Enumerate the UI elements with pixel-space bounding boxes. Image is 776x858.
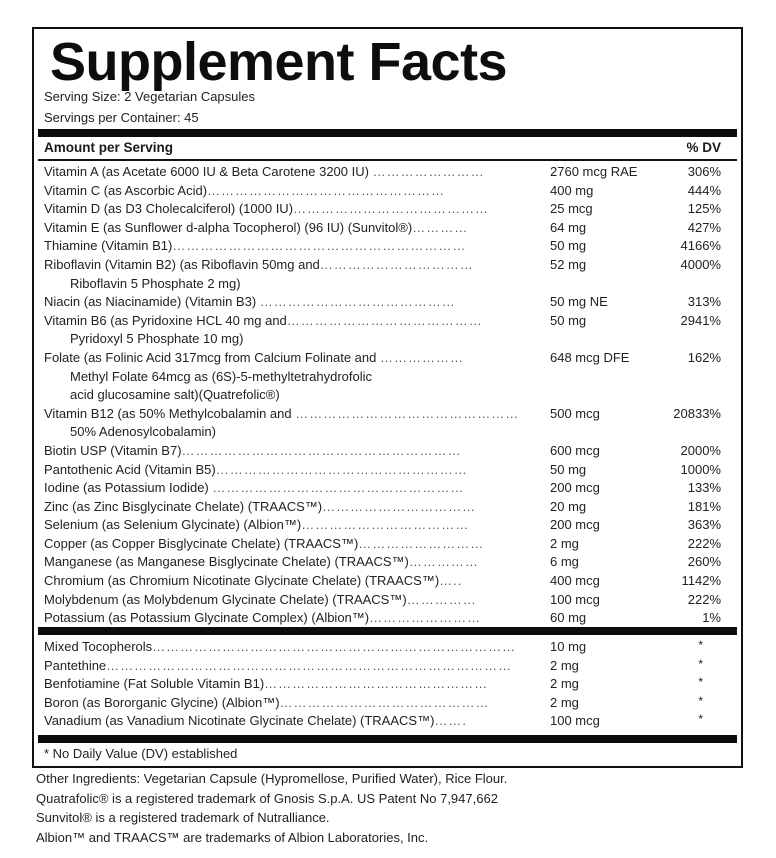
dot-leader: ……………………………… <box>301 517 470 533</box>
nutrient-dv: * <box>698 675 703 690</box>
nutrient-name-text: Chromium (as Chromium Nicotinate Glycinate Chelate) (TRAACS™) <box>44 573 440 589</box>
nutrient-row <box>44 694 731 713</box>
nutrient-amount: 2 mg <box>550 535 579 551</box>
dot-leader: ……………………… <box>358 535 485 551</box>
nutrient-name <box>44 694 731 713</box>
divider-thick-middle <box>38 627 737 635</box>
nutrient-amount: 2760 mcg RAE <box>550 164 638 179</box>
nutrient-name-text: Molybdenum (as Molybdenum Glycinate Chelate) (TRAACS™) <box>44 591 407 607</box>
nutrient-amount: 500 mcg <box>550 405 600 421</box>
nutrient-name-text: Manganese (as Manganese Bisglycinate Chelate) (TRAACS™) <box>44 554 409 570</box>
nutrient-name <box>44 712 731 731</box>
nutrient-name-continuation: Methyl Folate 64mcg as (6S)-5-methyltetrahydrofolic <box>70 368 373 384</box>
nutrient-dv: 306% <box>687 164 721 179</box>
nutrient-name <box>44 657 731 676</box>
nutrient-name-text: Vanadium (as Vanadium Nicotinate Glycinate Chelate) (TRAACS™) <box>44 713 435 729</box>
nutrient-amount: 2 mg <box>550 657 579 673</box>
nutrient-amount: 64 mg <box>550 219 587 235</box>
dot-leader: ……………… <box>379 349 464 365</box>
nutrient-name-text: Folate (as Folinic Acid 317mcg from Calcium Folinate and <box>44 349 380 365</box>
nutrient-name-text: Vitamin B12 (as 50% Methylcobalamin and <box>44 405 296 421</box>
nutrient-row <box>44 293 731 312</box>
table-header <box>44 140 731 158</box>
dot-leader: ….. <box>439 573 463 589</box>
dot-leader: …………………………………………………… <box>181 442 462 458</box>
dot-leader: …………………………… <box>319 256 474 272</box>
nutrient-name-text: Pantethine <box>44 657 107 673</box>
nutrient-name <box>44 293 731 312</box>
nutrient-amount: 50 mg <box>550 312 587 328</box>
nutrient-name-continuation: 50% Adenosylcobalamin) <box>70 424 216 440</box>
nutrient-name <box>44 516 731 535</box>
nutrient-row <box>44 200 731 219</box>
nutrient-row <box>44 591 731 610</box>
nutrient-amount: 25 mcg <box>550 201 593 217</box>
header-amount-per-serving: Amount per Serving <box>44 140 174 155</box>
nutrient-row <box>44 657 731 676</box>
nutrient-row <box>44 237 731 256</box>
nutrient-amount: 648 mcg DFE <box>550 349 630 365</box>
nutrient-dv: * <box>698 712 703 727</box>
nutrient-dv: 222% <box>687 591 721 607</box>
dv-footnote: * No Daily Value (DV) established <box>44 746 238 761</box>
nutrient-name <box>44 237 731 256</box>
nutrient-row <box>44 312 731 349</box>
serving-size: Serving Size: 2 Vegetarian Capsules <box>44 89 256 104</box>
dot-leader: …………… <box>406 591 477 607</box>
nutrient-amount: 400 mcg <box>550 573 600 589</box>
nutrient-dv: 1000% <box>680 461 721 477</box>
dot-leader: …………………………………………… <box>207 182 446 198</box>
nutrient-name <box>44 535 731 554</box>
nutrient-amount: 50 mg <box>550 461 587 477</box>
nutrient-name-text: Benfotiamine (Fat Soluble Vitamin B1) <box>44 676 265 692</box>
nutrient-name-continuation: acid glucosamine salt)(Quatrefolic®) <box>70 387 280 403</box>
nutrient-name <box>44 591 731 610</box>
nutrient-dv: 4166% <box>680 238 721 254</box>
nutrient-row <box>44 479 731 498</box>
nutrient-row <box>44 461 731 480</box>
nutrient-amount: 50 mg <box>550 238 587 254</box>
nutrient-name-text: Selenium (as Selenium Glycinate) (Albion™) <box>44 517 302 533</box>
nutrient-name <box>44 675 731 694</box>
nutrient-name <box>44 461 731 480</box>
nutrient-amount: 20 mg <box>550 498 587 514</box>
nutrient-dv: 181% <box>687 498 721 514</box>
divider-thick-bottom <box>38 735 737 743</box>
nutrient-dv: * <box>698 656 703 671</box>
nutrient-amount: 52 mg <box>550 256 587 272</box>
nutrient-row <box>44 182 731 201</box>
dot-leader: ……………………………………………… <box>215 461 468 477</box>
dot-leader: ………………………………………… <box>295 405 520 421</box>
nutrient-name <box>44 405 731 424</box>
nutrient-amount: 400 mg <box>550 182 594 198</box>
nutrient-amount: 100 mcg <box>550 713 600 729</box>
nutrient-name-text: Pantothenic Acid (Vitamin B5) <box>44 461 216 477</box>
nutrient-name-text: Niacin (as Niacinamide) (Vitamin B3) <box>44 294 260 310</box>
nutrient-name <box>44 498 731 517</box>
nutrient-row <box>44 349 731 405</box>
servings-per-container: Servings per Container: 45 <box>44 110 199 125</box>
nutrient-dv: 444% <box>687 182 721 198</box>
nutrient-dv: 260% <box>687 554 721 570</box>
nutrient-row <box>44 405 731 442</box>
nutrient-row <box>44 712 731 731</box>
nutrient-amount: 600 mcg <box>550 442 600 458</box>
nutrient-amount: 200 mcg <box>550 517 600 533</box>
nutrient-amount: 60 mg <box>550 610 587 626</box>
nutrient-name <box>44 219 731 238</box>
dot-leader: …………………………………… <box>286 312 483 328</box>
quatrefolic-trademark-line: Quatrafolic® is a registered trademark of Gnosis S.p.A. US Patent No 7,947,662 <box>36 790 498 806</box>
nutrient-list <box>44 163 731 628</box>
nutrient-name-text: Biotin USP (Vitamin B7) <box>44 442 182 458</box>
dot-leader: ………………………………………… <box>264 676 489 692</box>
dot-leader: …………………………………………………………………………… <box>106 657 513 673</box>
nutrient-row <box>44 256 731 293</box>
dot-leader: ……………………………………… <box>279 694 490 710</box>
nutrient-row <box>44 163 731 182</box>
sunvitol-trademark-line: Sunvitol® is a registered trademark of Nutralliance. <box>36 810 330 825</box>
nutrient-amount: 2 mg <box>550 676 579 692</box>
dot-leader: …………………………………………………………………… <box>152 639 517 654</box>
nutrient-row <box>44 516 731 535</box>
nutrient-dv: 2000% <box>680 442 721 458</box>
nutrient-dv: 1% <box>702 610 721 626</box>
nutrient-amount: 50 mg NE <box>550 294 608 310</box>
nutrient-dv: 125% <box>687 201 721 217</box>
nutrient-row <box>44 572 731 591</box>
nutrient-amount: 100 mcg <box>550 591 600 607</box>
nutrient-amount: 200 mcg <box>550 480 600 496</box>
nutrient-name-text: Riboflavin (Vitamin B2) (as Riboflavin 50mg and <box>44 256 320 272</box>
nutrient-dv: * <box>698 638 703 652</box>
nutrient-name <box>44 200 731 219</box>
nutrient-amount: 10 mg <box>550 639 587 654</box>
nutrient-name-continuation: Riboflavin 5 Phosphate 2 mg) <box>70 275 241 291</box>
albion-trademark-line: Albion™ and TRAACS™ are trademarks of Albion Laboratories, Inc. <box>36 829 429 845</box>
nutrient-row <box>44 219 731 238</box>
nutrient-row <box>44 638 731 657</box>
divider-thick-top <box>38 129 737 137</box>
nutrient-name <box>44 638 731 657</box>
nutrient-dv: 133% <box>687 480 721 496</box>
nutrient-name-text: Vitamin E (as Sunflower d-alpha Tocopherol) (96 IU) (Sunvitol®) <box>44 219 413 235</box>
dot-leader: …………………… <box>372 164 485 179</box>
nutrient-dv: 162% <box>687 349 721 365</box>
dot-leader: ……. <box>434 713 468 729</box>
nutrient-name-text: Vitamin C (as Ascorbic Acid) <box>44 182 208 198</box>
nutrient-name-continuation: Pyridoxyl 5 Phosphate 10 mg) <box>70 331 244 347</box>
dot-leader: …………………………………… <box>259 294 456 310</box>
supplement-facts-panel <box>32 27 743 768</box>
nutrient-dv: 363% <box>687 517 721 533</box>
nutrient-name <box>44 256 731 275</box>
dot-leader: …………… <box>408 554 479 570</box>
nutrient-name-text: Vitamin A (as Acetate 6000 IU & Beta Carotene 3200 IU) <box>44 164 373 179</box>
nutrient-dv: 222% <box>687 535 721 551</box>
nutrient-name <box>44 182 731 201</box>
nutrient-name-text: Iodine (as Potassium Iodide) <box>44 480 213 496</box>
nutrient-name-text: Potassium (as Potassium Glycinate Complex) (Albion™) <box>44 610 370 626</box>
panel-title: Supplement Facts <box>50 32 508 92</box>
header-percent-dv: % DV <box>686 140 721 155</box>
nutrient-name-text: Boron (as Bororganic Glycine) (Albion™) <box>44 694 280 710</box>
nutrient-dv: * <box>698 693 703 708</box>
dot-leader: …………………… <box>369 610 482 626</box>
nutrient-name-text: Zinc (as Zinc Bisglycinate Chelate) (TRAACS™) <box>44 498 323 514</box>
nutrient-name <box>44 312 731 331</box>
dot-leader: ……………………………………………… <box>212 480 465 496</box>
nutrient-row <box>44 498 731 517</box>
nutrient-name-text: Copper (as Copper Bisglycinate Chelate) (TRAACS™) <box>44 535 359 551</box>
nutrient-dv: 2941% <box>680 312 721 328</box>
dot-leader: ………… <box>412 219 469 235</box>
nutrient-name <box>44 479 731 498</box>
divider-thin <box>38 159 737 161</box>
nutrient-dv: 427% <box>687 219 721 235</box>
dot-leader: ……………………………………………………… <box>172 238 467 254</box>
other-ingredient-list <box>44 638 731 731</box>
nutrient-name <box>44 442 731 461</box>
nutrient-amount: 2 mg <box>550 694 579 710</box>
nutrient-name <box>44 609 731 628</box>
other-info <box>36 769 507 847</box>
dot-leader: …………………………… <box>322 498 477 514</box>
nutrient-name-text: Vitamin D (as D3 Cholecalciferol) (1000 IU) <box>44 201 294 217</box>
nutrient-dv: 313% <box>687 294 721 310</box>
nutrient-name <box>44 572 731 591</box>
nutrient-row <box>44 609 731 628</box>
dot-leader: …………………………………… <box>293 201 490 217</box>
nutrient-amount: 6 mg <box>550 554 579 570</box>
nutrient-name <box>44 553 731 572</box>
nutrient-name-text: Vitamin B6 (as Pyridoxine HCL 40 mg and <box>44 312 287 328</box>
nutrient-dv: 4000% <box>680 256 721 272</box>
other-ingredients-line: Other Ingredients: Vegetarian Capsule (Hypromellose, Purified Water), Rice Flour. <box>36 771 508 786</box>
nutrient-row <box>44 442 731 461</box>
nutrient-row <box>44 553 731 572</box>
nutrient-row <box>44 675 731 694</box>
nutrient-dv: 20833% <box>673 405 721 421</box>
nutrient-dv: 1142% <box>681 573 721 589</box>
nutrient-row <box>44 535 731 554</box>
nutrient-name-text: Mixed Tocopherols <box>44 639 153 654</box>
nutrient-name-text: Thiamine (Vitamin B1) <box>44 238 173 254</box>
